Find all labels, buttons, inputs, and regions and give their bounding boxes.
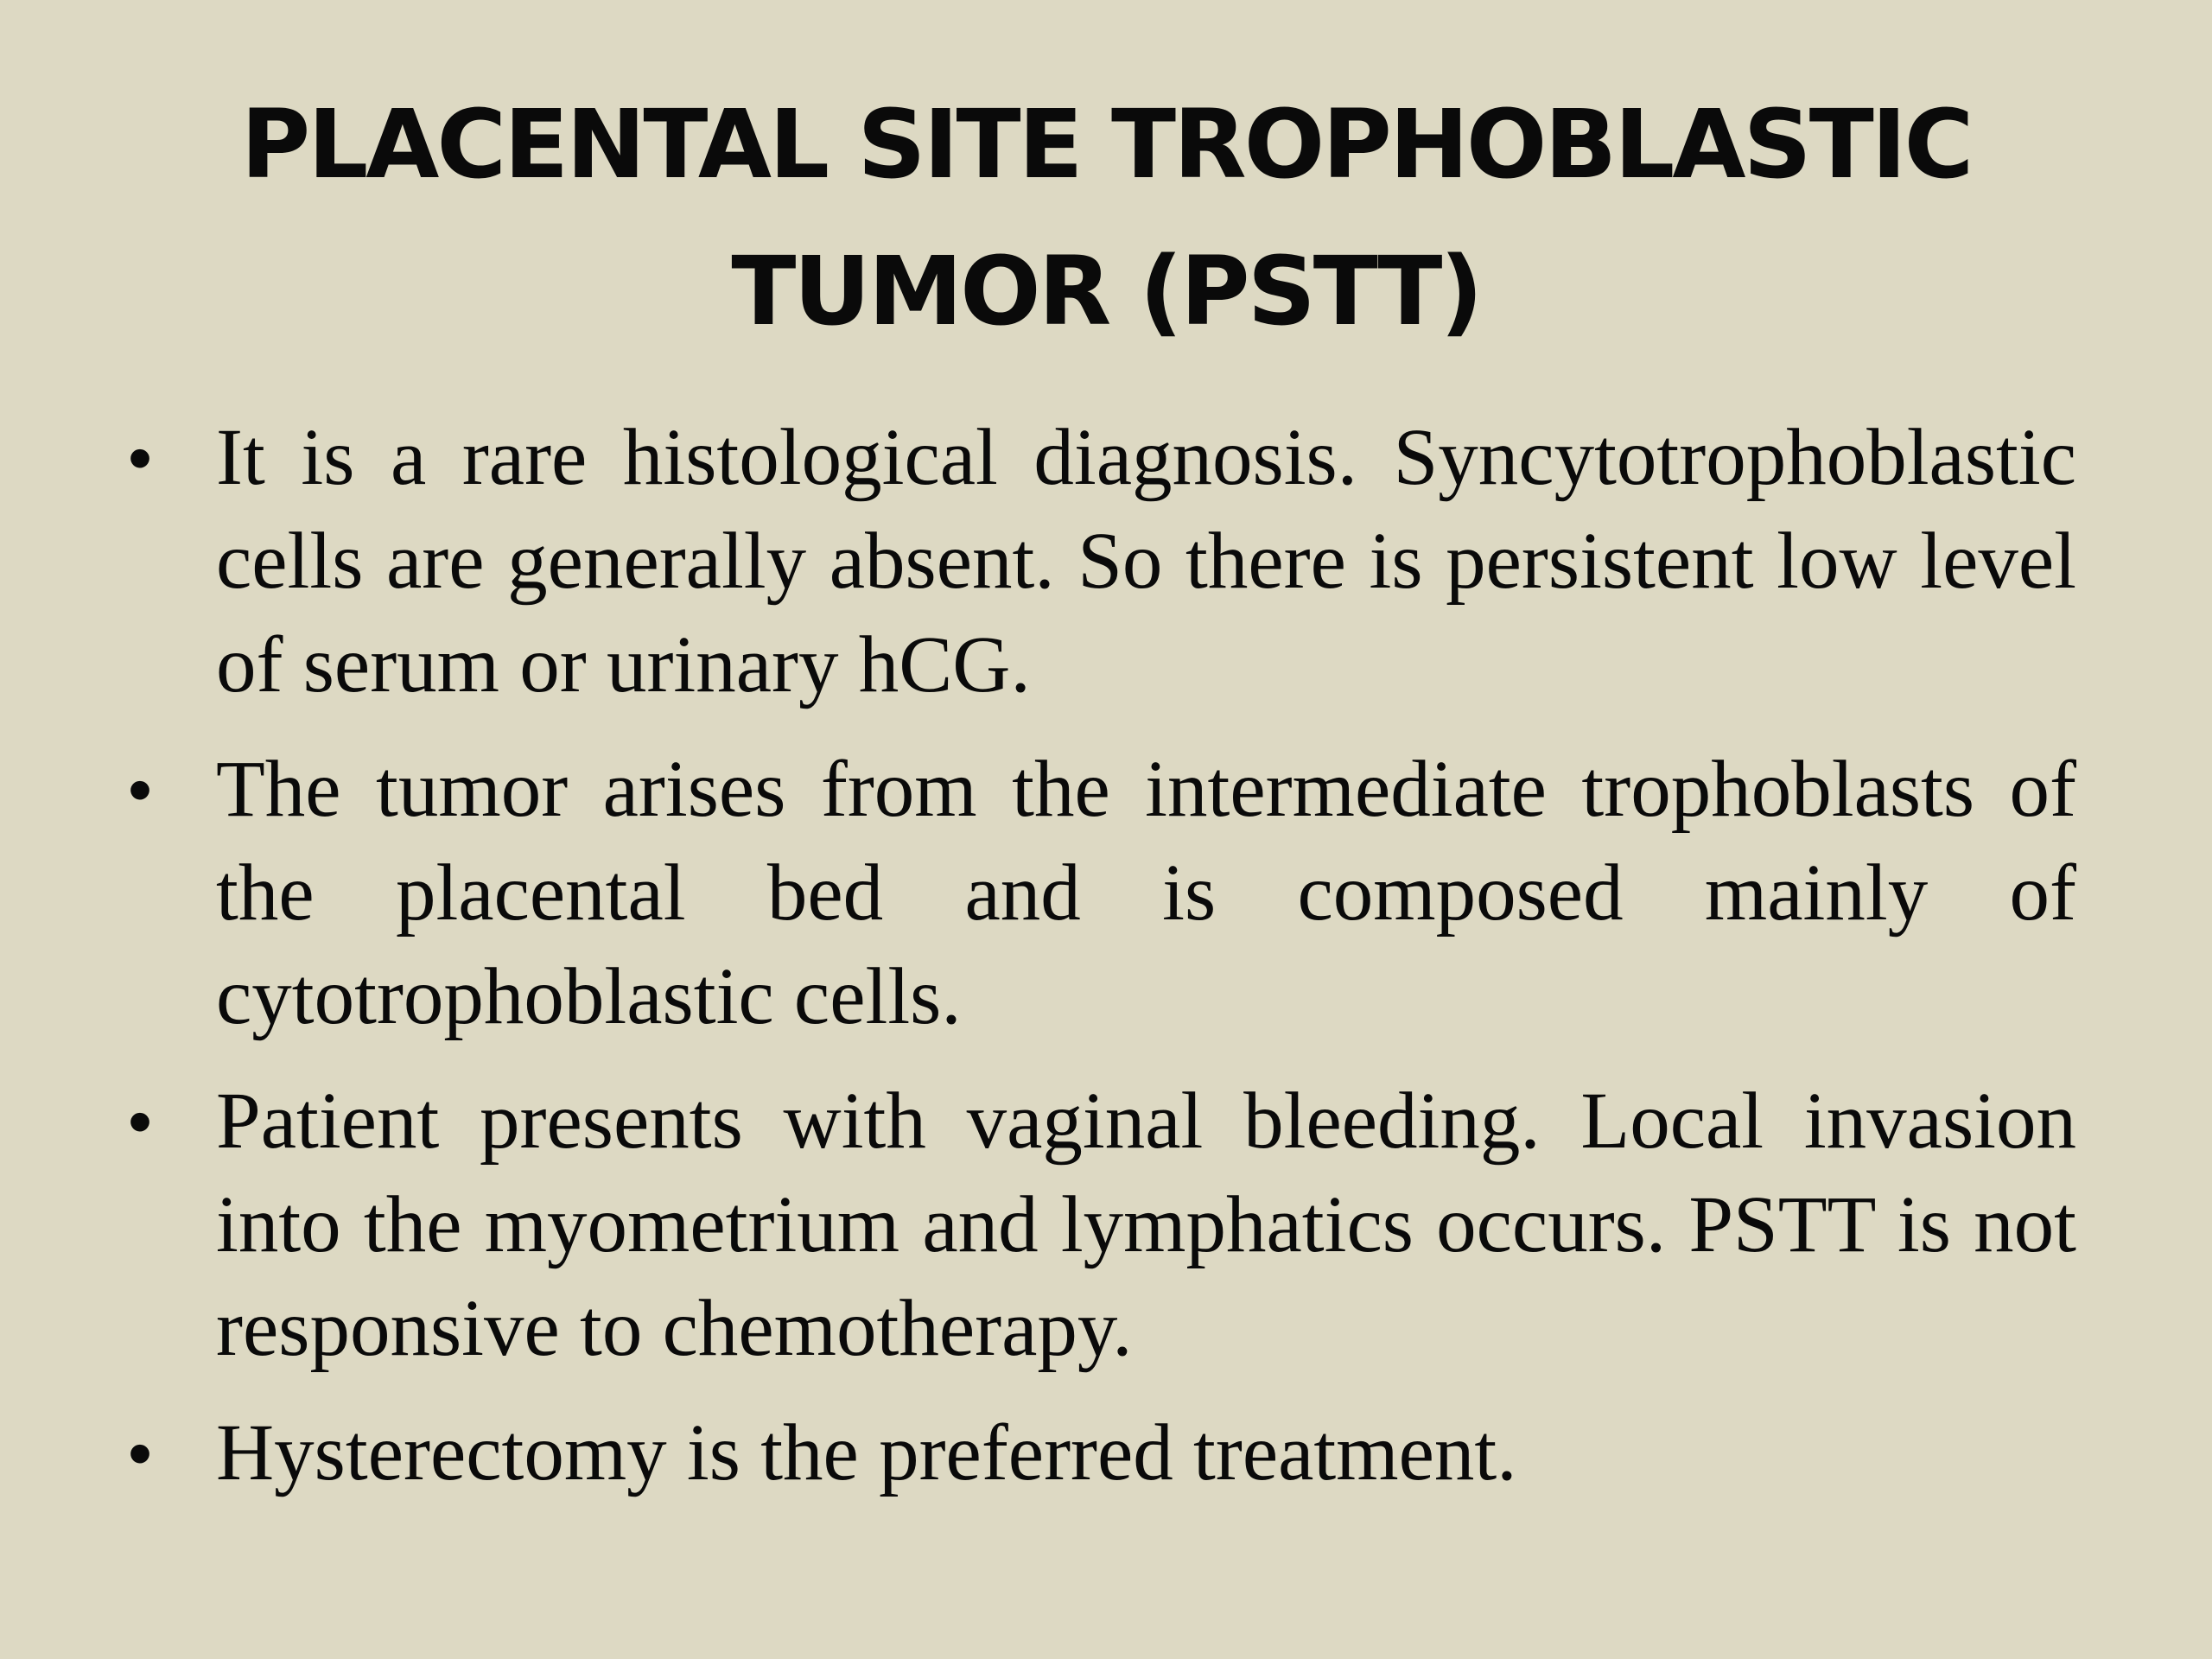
slide-title (156, 71, 2056, 365)
bullet-text: Patient presents with vaginal bleeding. Local invasion into the myometrium and lymphatics occurs. PSTT is not responsive to chemotherapy. (216, 1077, 2076, 1373)
bullet-item-origin (128, 738, 2076, 1049)
bullet-text: Hysterectomy is the preferred treatment. (216, 1408, 1517, 1497)
slide-title-line-1: PLACENTAL SITE TROPHOBLASTIC (240, 89, 1972, 200)
bullet-item-treatment (128, 1402, 2076, 1505)
bullet-text: The tumor arises from the intermediate trophoblasts of the placental bed and is composed mainly of cytotrophoblastic cells. (216, 745, 2076, 1041)
bullet-dot-icon: • (128, 1414, 153, 1491)
bullet-list (128, 406, 2076, 1526)
bullet-item-presentation (128, 1070, 2076, 1381)
bullet-text: It is a rare histological diagnosis. Syncytotrophoblastic cells are generally absent. So there is persistent low level of serum or urinary hCG. (216, 413, 2076, 709)
slide-title-line-2: TUMOR (PSTT) (731, 236, 1481, 346)
bullet-dot-icon: • (128, 751, 153, 828)
bullet-item-histology (128, 406, 2076, 717)
bullet-dot-icon: • (128, 1083, 153, 1160)
bullet-dot-icon: • (128, 419, 153, 496)
